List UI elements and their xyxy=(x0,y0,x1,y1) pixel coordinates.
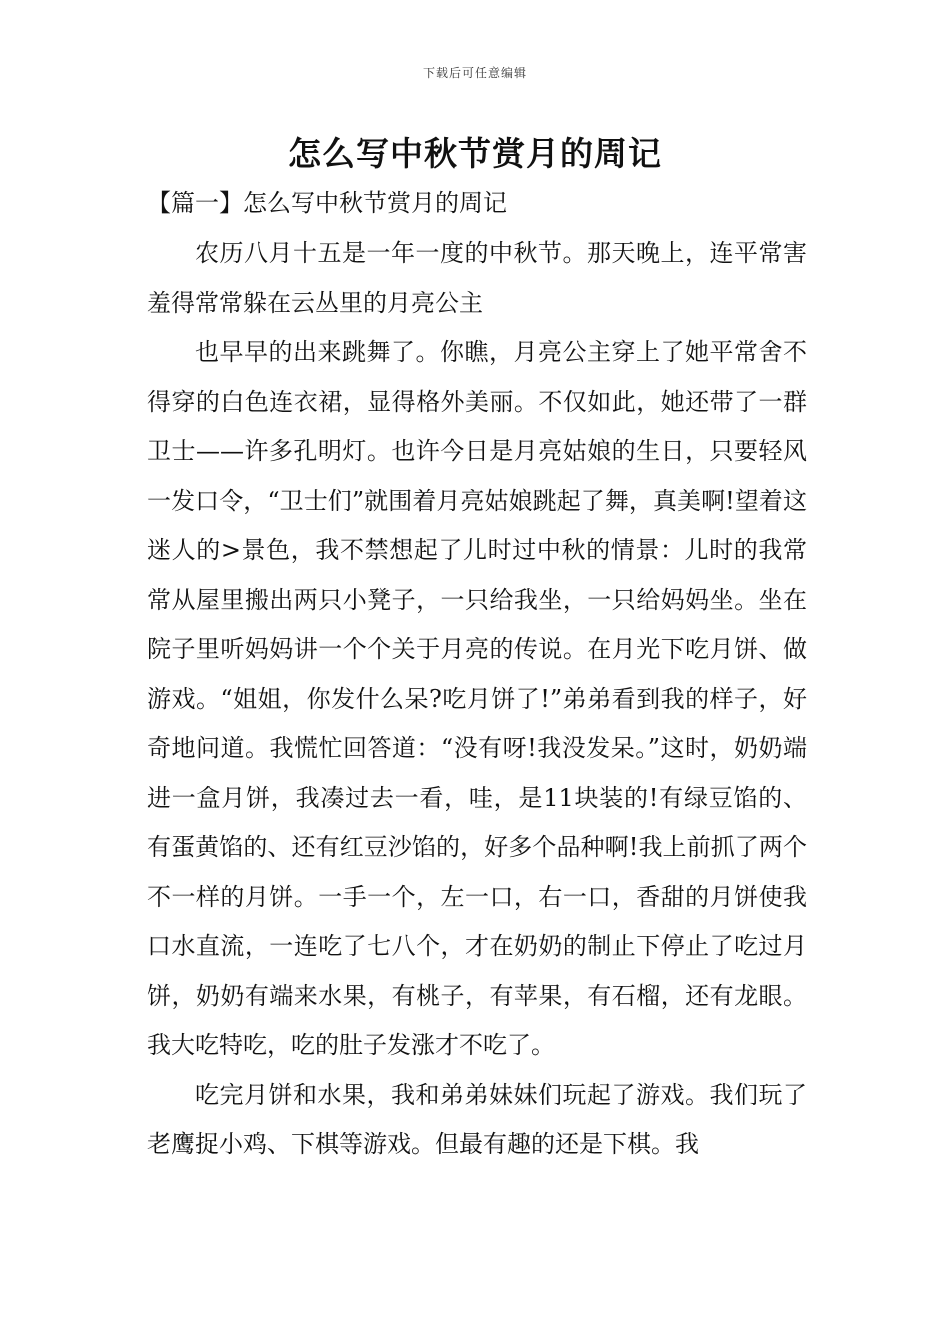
section-heading: 【篇一】怎么写中秋节赏月的周记 xyxy=(147,189,507,217)
document-title: 怎么写中秋节赏月的周记 xyxy=(288,134,662,173)
paragraph: 吃完月饼和水果，我和弟弟妹妹们玩起了游戏。我们玩了老鹰捉小鸡、下棋等游戏。但最有趣的还是下棋。我 xyxy=(147,1080,807,1158)
header-note: 下载后可任意编辑 xyxy=(422,66,527,80)
paragraph: 也早早的出来跳舞了。你瞧，月亮公主穿上了她平常舍不得穿的白色连衣裙，显得格外美丽。不仅如此，她还带了一群卫士——许多孔明灯。也许今日是月亮姑娘的生日，只要轻风一发口令，“卫士们”就围着月亮姑娘跳起了舞，真美啊!望着这迷人的>景色，我不禁想起了儿时过中秋的情景：儿时的我常常从屋里搬出两只小凳子，一只给我坐，一只给妈妈坐。坐在院子里听妈妈讲一个个关于月亮的传说。在月光下吃月饼、做游戏。“姐姐，你发什么呆?吃月饼了!”弟弟看到我的样子，好奇地问道。我慌忙回答道：“没有呀!我没发呆。”这时，奶奶端进一盒月饼，我凑过去一看，哇，是11块装的!有绿豆馅的、有蛋黄馅的、还有红豆沙馅的，好多个品种啊!我上前抓了两个不一样的月饼。一手一个，左一口，右一口，香甜的月饼使我口水直流，一连吃了七八个，才在奶奶的制止下停止了吃过月饼，奶奶有端来水果，有桃子，有苹果，有石榴，还有龙眼。我大吃特吃，吃的肚子发涨才不吃了。 xyxy=(147,338,807,1059)
paragraph: 农历八月十五是一年一度的中秋节。那天晚上，连平常害羞得常常躲在云丛里的月亮公主 xyxy=(147,239,807,317)
document-body xyxy=(147,229,807,1170)
